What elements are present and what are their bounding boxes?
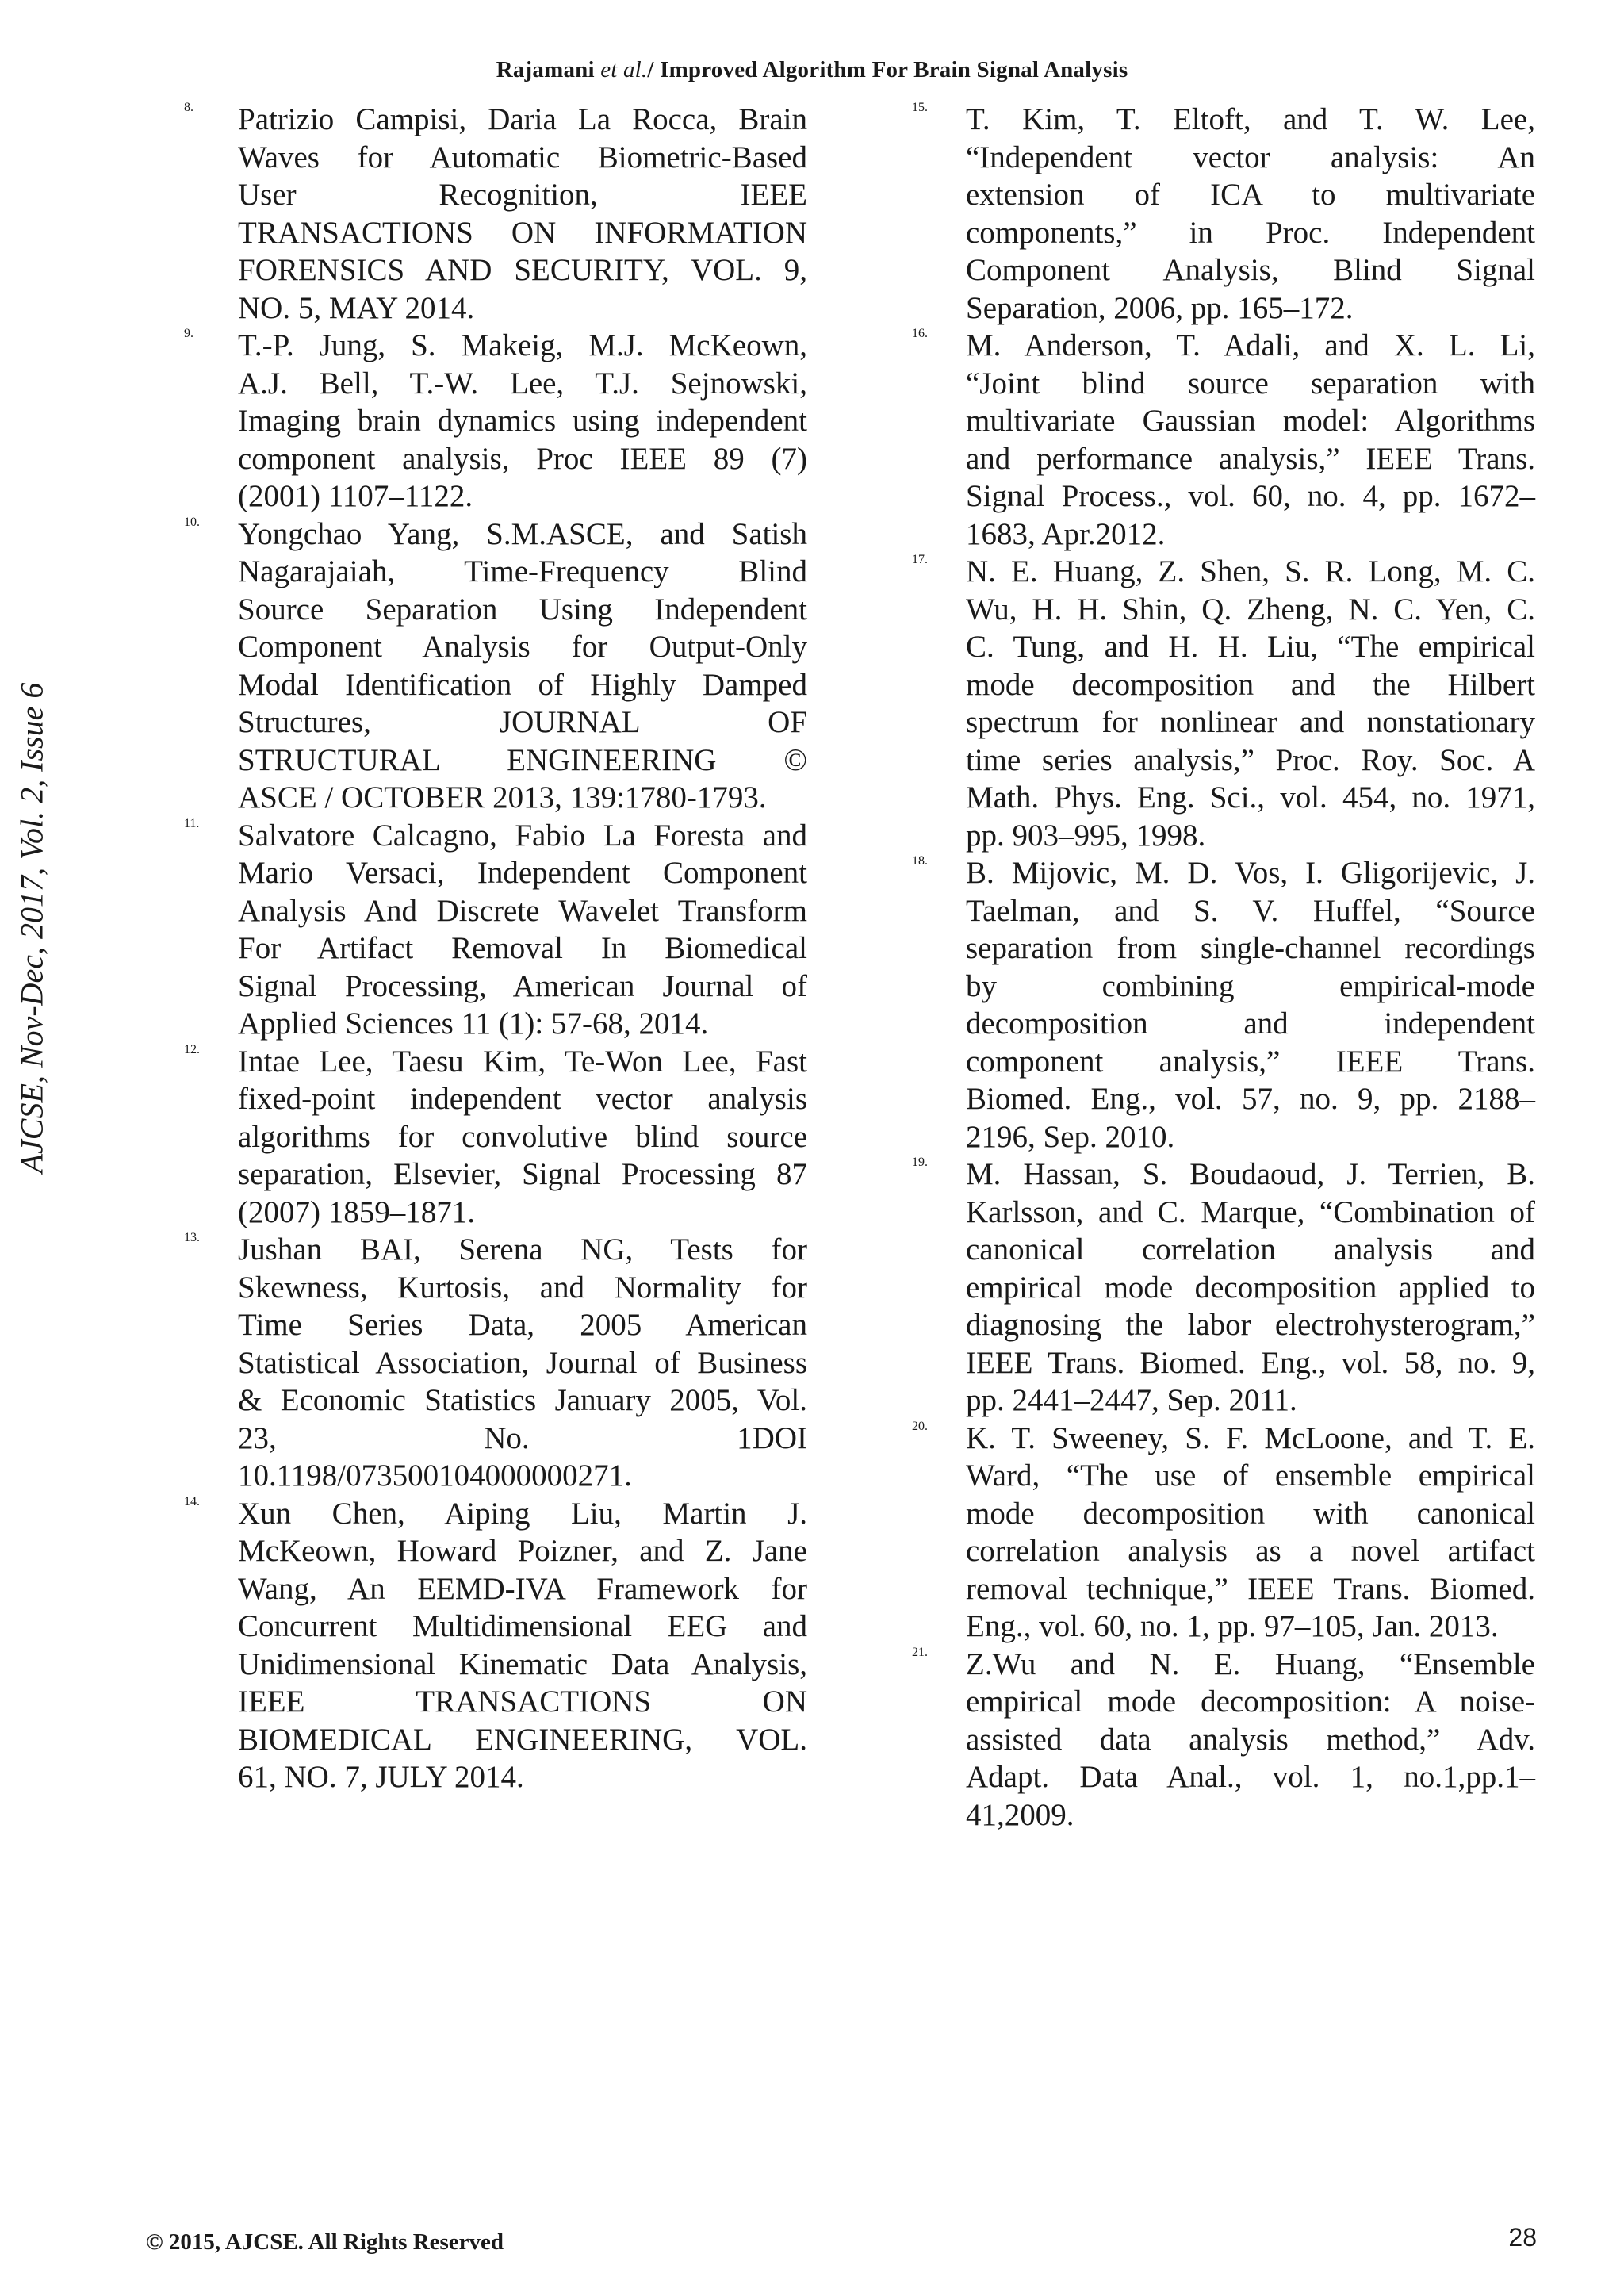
reference-line: BIOMEDICAL ENGINEERING, VOL. xyxy=(238,1722,807,1757)
reference-line: Nagarajaiah, Time-Frequency Blind xyxy=(238,554,807,588)
reference-item xyxy=(912,1420,1535,1646)
reference-line: separation from single-channel recordings xyxy=(966,931,1535,965)
reference-item xyxy=(912,1646,1535,1834)
reference-number: 17. xyxy=(912,553,928,566)
reference-text xyxy=(966,1156,1535,1420)
reference-item xyxy=(184,1495,807,1796)
reference-line: Intae Lee, Taesu Kim, Te-Won Lee, Fast xyxy=(238,1044,807,1079)
reference-item xyxy=(912,101,1535,327)
reference-text xyxy=(238,817,807,1043)
reference-line: Unidimensional Kinematic Data Analysis, xyxy=(238,1646,807,1681)
reference-line: McKeown, Howard Poizner, and Z. Jane xyxy=(238,1534,807,1568)
reference-line: 61, NO. 7, JULY 2014. xyxy=(238,1760,524,1794)
reference-number: 19. xyxy=(912,1156,928,1169)
reference-number: 14. xyxy=(184,1494,200,1508)
reference-number: 10. xyxy=(184,515,200,529)
reference-line: Jushan BAI, Serena NG, Tests for xyxy=(238,1232,807,1267)
reference-line: Wu, H. H. Shin, Q. Zheng, N. C. Yen, C. xyxy=(966,592,1535,627)
reference-line: time series analysis,” Proc. Roy. Soc. A xyxy=(966,742,1535,777)
reference-line: separation, Elsevier, Signal Processing 87 xyxy=(238,1157,807,1191)
reference-text xyxy=(966,1420,1535,1646)
reference-item xyxy=(184,516,807,817)
reference-number: 9. xyxy=(184,327,193,340)
reference-number: 21. xyxy=(912,1645,928,1659)
reference-line: M. Anderson, T. Adali, and X. L. Li, xyxy=(966,328,1535,362)
reference-line: Karlsson, and C. Marque, “Combination of xyxy=(966,1194,1535,1229)
reference-line: B. Mijovic, M. D. Vos, I. Gligorijevic, J. xyxy=(966,856,1535,890)
header-etal: et al. xyxy=(600,57,648,82)
reference-text xyxy=(238,101,807,327)
reference-line: Applied Sciences 11 (1): 57-68, 2014. xyxy=(238,1006,709,1041)
reference-text xyxy=(238,516,807,817)
reference-line: C. Tung, and H. H. Liu, “The empirical xyxy=(966,630,1535,664)
reference-text xyxy=(966,101,1535,327)
reference-number: 11. xyxy=(184,816,200,830)
reference-line: Analysis And Discrete Wavelet Transform xyxy=(238,893,807,928)
reference-line: and performance analysis,” IEEE Trans. xyxy=(966,441,1535,476)
reference-line: Eng., vol. 60, no. 1, pp. 97–105, Jan. 2013. xyxy=(966,1609,1499,1643)
reference-line: correlation analysis as a novel artifact xyxy=(966,1534,1535,1568)
running-header xyxy=(0,57,1624,83)
reference-line: Ward, “The use of ensemble empirical xyxy=(966,1458,1535,1493)
journal-sidebar: AJCSE, Nov-Dec, 2017, Vol. 2, Issue 6 xyxy=(13,682,50,1174)
reference-line: canonical correlation analysis and xyxy=(966,1232,1535,1267)
reference-text xyxy=(966,1646,1535,1834)
copyright-footer: © 2015, AJCSE. All Rights Reserved xyxy=(146,2229,504,2255)
reference-line: User Recognition, IEEE xyxy=(238,178,807,212)
reference-line: mode decomposition with canonical xyxy=(966,1496,1535,1531)
reference-line: Signal Process., vol. 60, no. 4, pp. 1672– xyxy=(966,479,1535,513)
reference-line: Mario Versaci, Independent Component xyxy=(238,856,807,890)
reference-line: “Joint blind source separation with xyxy=(966,366,1535,401)
reference-line: A.J. Bell, T.-W. Lee, T.J. Sejnowski, xyxy=(238,366,807,401)
reference-line: removal technique,” IEEE Trans. Biomed. xyxy=(966,1571,1535,1606)
reference-line: Wang, An EEMD-IVA Framework for xyxy=(238,1571,807,1606)
reference-line: Salvatore Calcagno, Fabio La Foresta and xyxy=(238,818,807,853)
reference-line: Math. Phys. Eng. Sci., vol. 454, no. 1971, xyxy=(966,780,1535,815)
reference-line: assisted data analysis method,” Adv. xyxy=(966,1722,1535,1757)
reference-line: 41,2009. xyxy=(966,1797,1074,1832)
reference-line: component analysis,” IEEE Trans. xyxy=(966,1044,1535,1079)
reference-number: 13. xyxy=(184,1231,200,1244)
reference-line: & Economic Statistics January 2005, Vol. xyxy=(238,1383,807,1417)
reference-line: spectrum for nonlinear and nonstationary xyxy=(966,705,1535,739)
references-left-column xyxy=(184,101,807,1796)
reference-item xyxy=(912,1156,1535,1420)
reference-line: Imaging brain dynamics using independent xyxy=(238,404,807,438)
reference-item xyxy=(912,553,1535,854)
reference-line: NO. 5, MAY 2014. xyxy=(238,290,475,325)
reference-line: mode decomposition and the Hilbert xyxy=(966,667,1535,702)
reference-item xyxy=(184,817,807,1043)
reference-line: “Independent vector analysis: An xyxy=(966,140,1535,174)
reference-line: Separation, 2006, pp. 165–172. xyxy=(966,290,1354,325)
reference-line: 10.1198/073500104000000271. xyxy=(238,1458,632,1493)
reference-line: (2007) 1859–1871. xyxy=(238,1194,475,1229)
reference-line: N. E. Huang, Z. Shen, S. R. Long, M. C. xyxy=(966,554,1535,588)
reference-number: 8. xyxy=(184,101,193,114)
reference-number: 12. xyxy=(184,1042,200,1056)
reference-line: Modal Identification of Highly Damped xyxy=(238,667,807,702)
reference-line: by combining empirical-mode xyxy=(966,968,1535,1003)
page-number: 28 xyxy=(1508,2223,1537,2252)
reference-line: Concurrent Multidimensional EEG and xyxy=(238,1609,807,1643)
reference-line: Component Analysis, Blind Signal xyxy=(966,253,1535,287)
reference-line: Structures, JOURNAL OF xyxy=(238,705,807,739)
reference-number: 16. xyxy=(912,327,928,340)
reference-line: multivariate Gaussian model: Algorithms xyxy=(966,404,1535,438)
reference-item xyxy=(912,854,1535,1156)
reference-line: IEEE TRANSACTIONS ON xyxy=(238,1685,807,1719)
reference-line: Signal Processing, American Journal of xyxy=(238,968,807,1003)
reference-line: diagnosing the labor electrohysterogram,” xyxy=(966,1308,1535,1342)
reference-text xyxy=(238,1231,807,1495)
reference-line: T.-P. Jung, S. Makeig, M.J. McKeown, xyxy=(238,328,807,362)
reference-line: pp. 903–995, 1998. xyxy=(966,818,1206,853)
reference-line: Taelman, and S. V. Huffel, “Source xyxy=(966,893,1535,928)
reference-line: algorithms for convolutive blind source xyxy=(238,1119,807,1154)
reference-line: 1683, Apr.2012. xyxy=(966,516,1166,551)
reference-line: Statistical Association, Journal of Business xyxy=(238,1345,807,1380)
reference-line: Yongchao Yang, S.M.ASCE, and Satish xyxy=(238,516,807,551)
reference-line: Component Analysis for Output-Only xyxy=(238,630,807,664)
reference-number: 20. xyxy=(912,1419,928,1433)
reference-text xyxy=(238,1495,807,1796)
reference-line: Waves for Automatic Biometric-Based xyxy=(238,140,807,174)
reference-line: Time Series Data, 2005 American xyxy=(238,1308,807,1342)
reference-line: Xun Chen, Aiping Liu, Martin J. xyxy=(238,1496,807,1531)
reference-item xyxy=(184,1043,807,1232)
reference-line: decomposition and independent xyxy=(966,1006,1535,1041)
reference-number: 18. xyxy=(912,854,928,868)
reference-line: Skewness, Kurtosis, and Normality for xyxy=(238,1270,807,1305)
reference-line: K. T. Sweeney, S. F. McLoone, and T. E. xyxy=(966,1420,1535,1455)
reference-number: 15. xyxy=(912,101,928,114)
reference-line: extension of ICA to multivariate xyxy=(966,178,1535,212)
reference-line: Z.Wu and N. E. Huang, “Ensemble xyxy=(966,1646,1535,1681)
reference-line: FORENSICS AND SECURITY, VOL. 9, xyxy=(238,253,807,287)
reference-line: Biomed. Eng., vol. 57, no. 9, pp. 2188– xyxy=(966,1082,1535,1116)
reference-line: fixed-point independent vector analysis xyxy=(238,1082,807,1116)
reference-text xyxy=(238,327,807,516)
reference-item xyxy=(184,1231,807,1495)
reference-text xyxy=(966,553,1535,854)
reference-line: TRANSACTIONS ON INFORMATION xyxy=(238,215,807,250)
reference-line: ASCE / OCTOBER 2013, 139:1780-1793. xyxy=(238,780,767,815)
references-right-column xyxy=(912,101,1535,1834)
reference-line: components,” in Proc. Independent xyxy=(966,215,1535,250)
reference-text xyxy=(966,854,1535,1156)
reference-line: empirical mode decomposition: A noise- xyxy=(966,1685,1535,1719)
reference-line: M. Hassan, S. Boudaoud, J. Terrien, B. xyxy=(966,1157,1535,1191)
reference-text xyxy=(238,1043,807,1232)
reference-line: pp. 2441–2447, Sep. 2011. xyxy=(966,1383,1297,1417)
reference-line: (2001) 1107–1122. xyxy=(238,479,473,513)
reference-line: IEEE Trans. Biomed. Eng., vol. 58, no. 9, xyxy=(966,1345,1535,1380)
reference-text xyxy=(966,327,1535,553)
header-title: / Improved Algorithm For Brain Signal Analysis xyxy=(647,57,1128,82)
reference-item xyxy=(184,101,807,327)
reference-line: STRUCTURAL ENGINEERING © xyxy=(238,742,807,777)
reference-line: 23, No. 1DOI xyxy=(238,1420,807,1455)
reference-item xyxy=(184,327,807,516)
reference-line: For Artifact Removal In Biomedical xyxy=(238,931,807,965)
reference-line: Adapt. Data Anal., vol. 1, no.1,pp.1– xyxy=(966,1760,1535,1794)
reference-line: Source Separation Using Independent xyxy=(238,592,807,627)
reference-line: Patrizio Campisi, Daria La Rocca, Brain xyxy=(238,102,807,136)
reference-line: component analysis, Proc IEEE 89 (7) xyxy=(238,441,807,476)
reference-item xyxy=(912,327,1535,553)
reference-line: T. Kim, T. Eltoft, and T. W. Lee, xyxy=(966,102,1535,136)
header-authors: Rajamani xyxy=(496,57,595,82)
reference-line: empirical mode decomposition applied to xyxy=(966,1270,1535,1305)
reference-line: 2196, Sep. 2010. xyxy=(966,1119,1175,1154)
